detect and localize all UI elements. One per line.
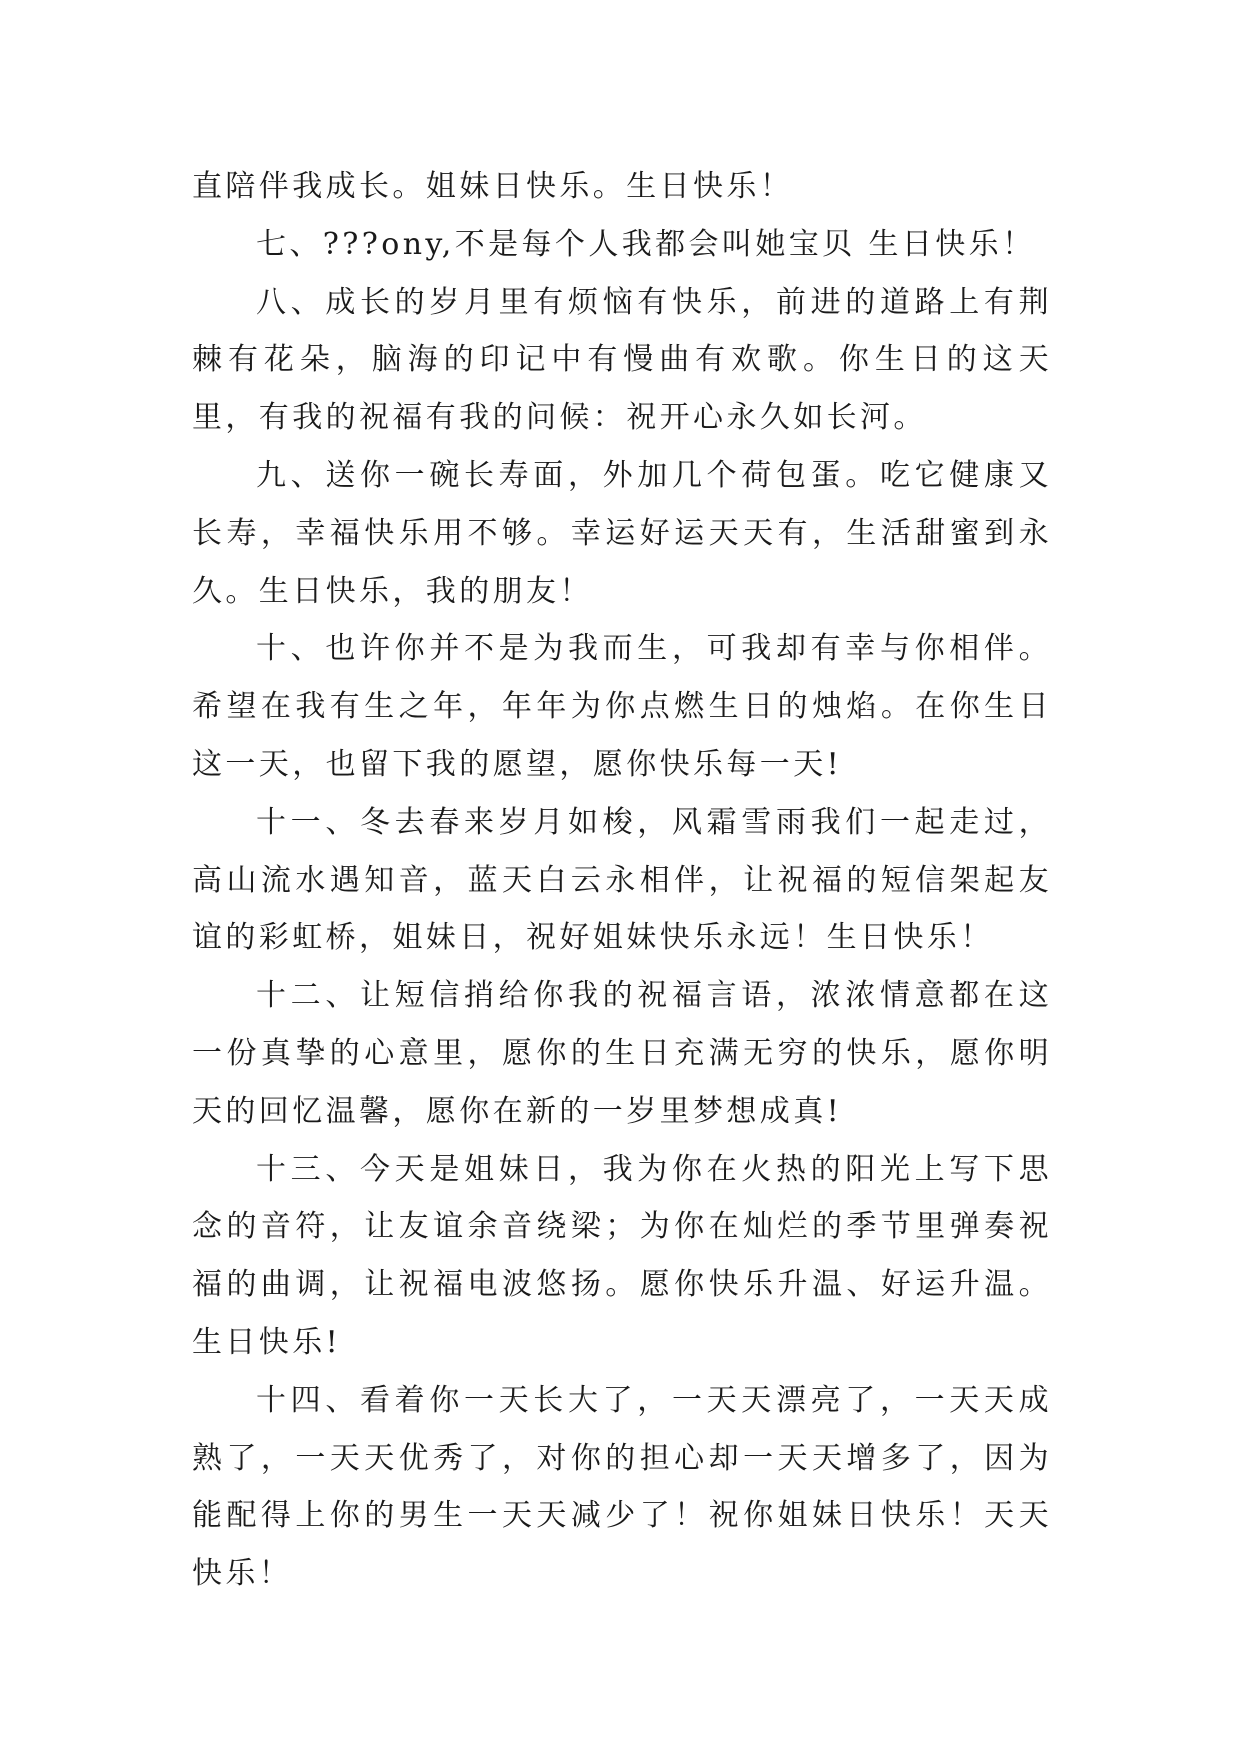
document-body <box>192 158 1052 1603</box>
paragraph-13: 十三、今天是姐妹日，我为你在火热的阳光上写下思念的音符，让友谊余音绕梁；为你在灿烂的季节里弹奏祝福的曲调，让祝福电波悠扬。愿你快乐升温、好运升温。生日快乐! <box>192 1151 1052 1360</box>
paragraph-8: 八、成长的岁月里有烦恼有快乐，前进的道路上有荆棘有花朵，脑海的印记中有慢曲有欢歌。你生日的这天里，有我的祝福有我的问候：祝开心永久如长河。 <box>192 284 1052 436</box>
paragraph-11: 十一、冬去春来岁月如梭，风霜雪雨我们一起走过，高山流水遇知音，蓝天白云永相伴，让祝福的短信架起友谊的彩虹桥，姐妹日，祝好姐妹快乐永远！生日快乐！ <box>192 804 1052 956</box>
paragraph-7: 七、???ony,不是每个人我都会叫她宝贝 生日快乐！ <box>256 226 1036 262</box>
paragraph-10: 十、也许你并不是为我而生，可我却有幸与你相伴。希望在我有生之年，年年为你点燃生日的烛焰。在你生日这一天，也留下我的愿望，愿你快乐每一天! <box>192 631 1052 782</box>
paragraph-continuation: 直陪伴我成长。姐妹日快乐。生日快乐！ <box>192 169 794 204</box>
paragraph-14: 十四、看着你一天长大了，一天天漂亮了，一天天成熟了，一天天优秀了，对你的担心却一天天增多了，因为能配得上你的男生一天天减少了！祝你姐妹日快乐！天天快乐！ <box>192 1382 1052 1592</box>
paragraph-12: 十二、让短信捎给你我的祝福言语，浓浓情意都在这一份真挚的心意里，愿你的生日充满无穷的快乐，愿你明天的回忆温馨，愿你在新的一岁里梦想成真! <box>192 978 1052 1129</box>
paragraph-9: 九、送你一碗长寿面，外加几个荷包蛋。吃它健康又长寿，幸福快乐用不够。幸运好运天天有，生活甜蜜到永久。生日快乐，我的朋友！ <box>192 457 1052 609</box>
